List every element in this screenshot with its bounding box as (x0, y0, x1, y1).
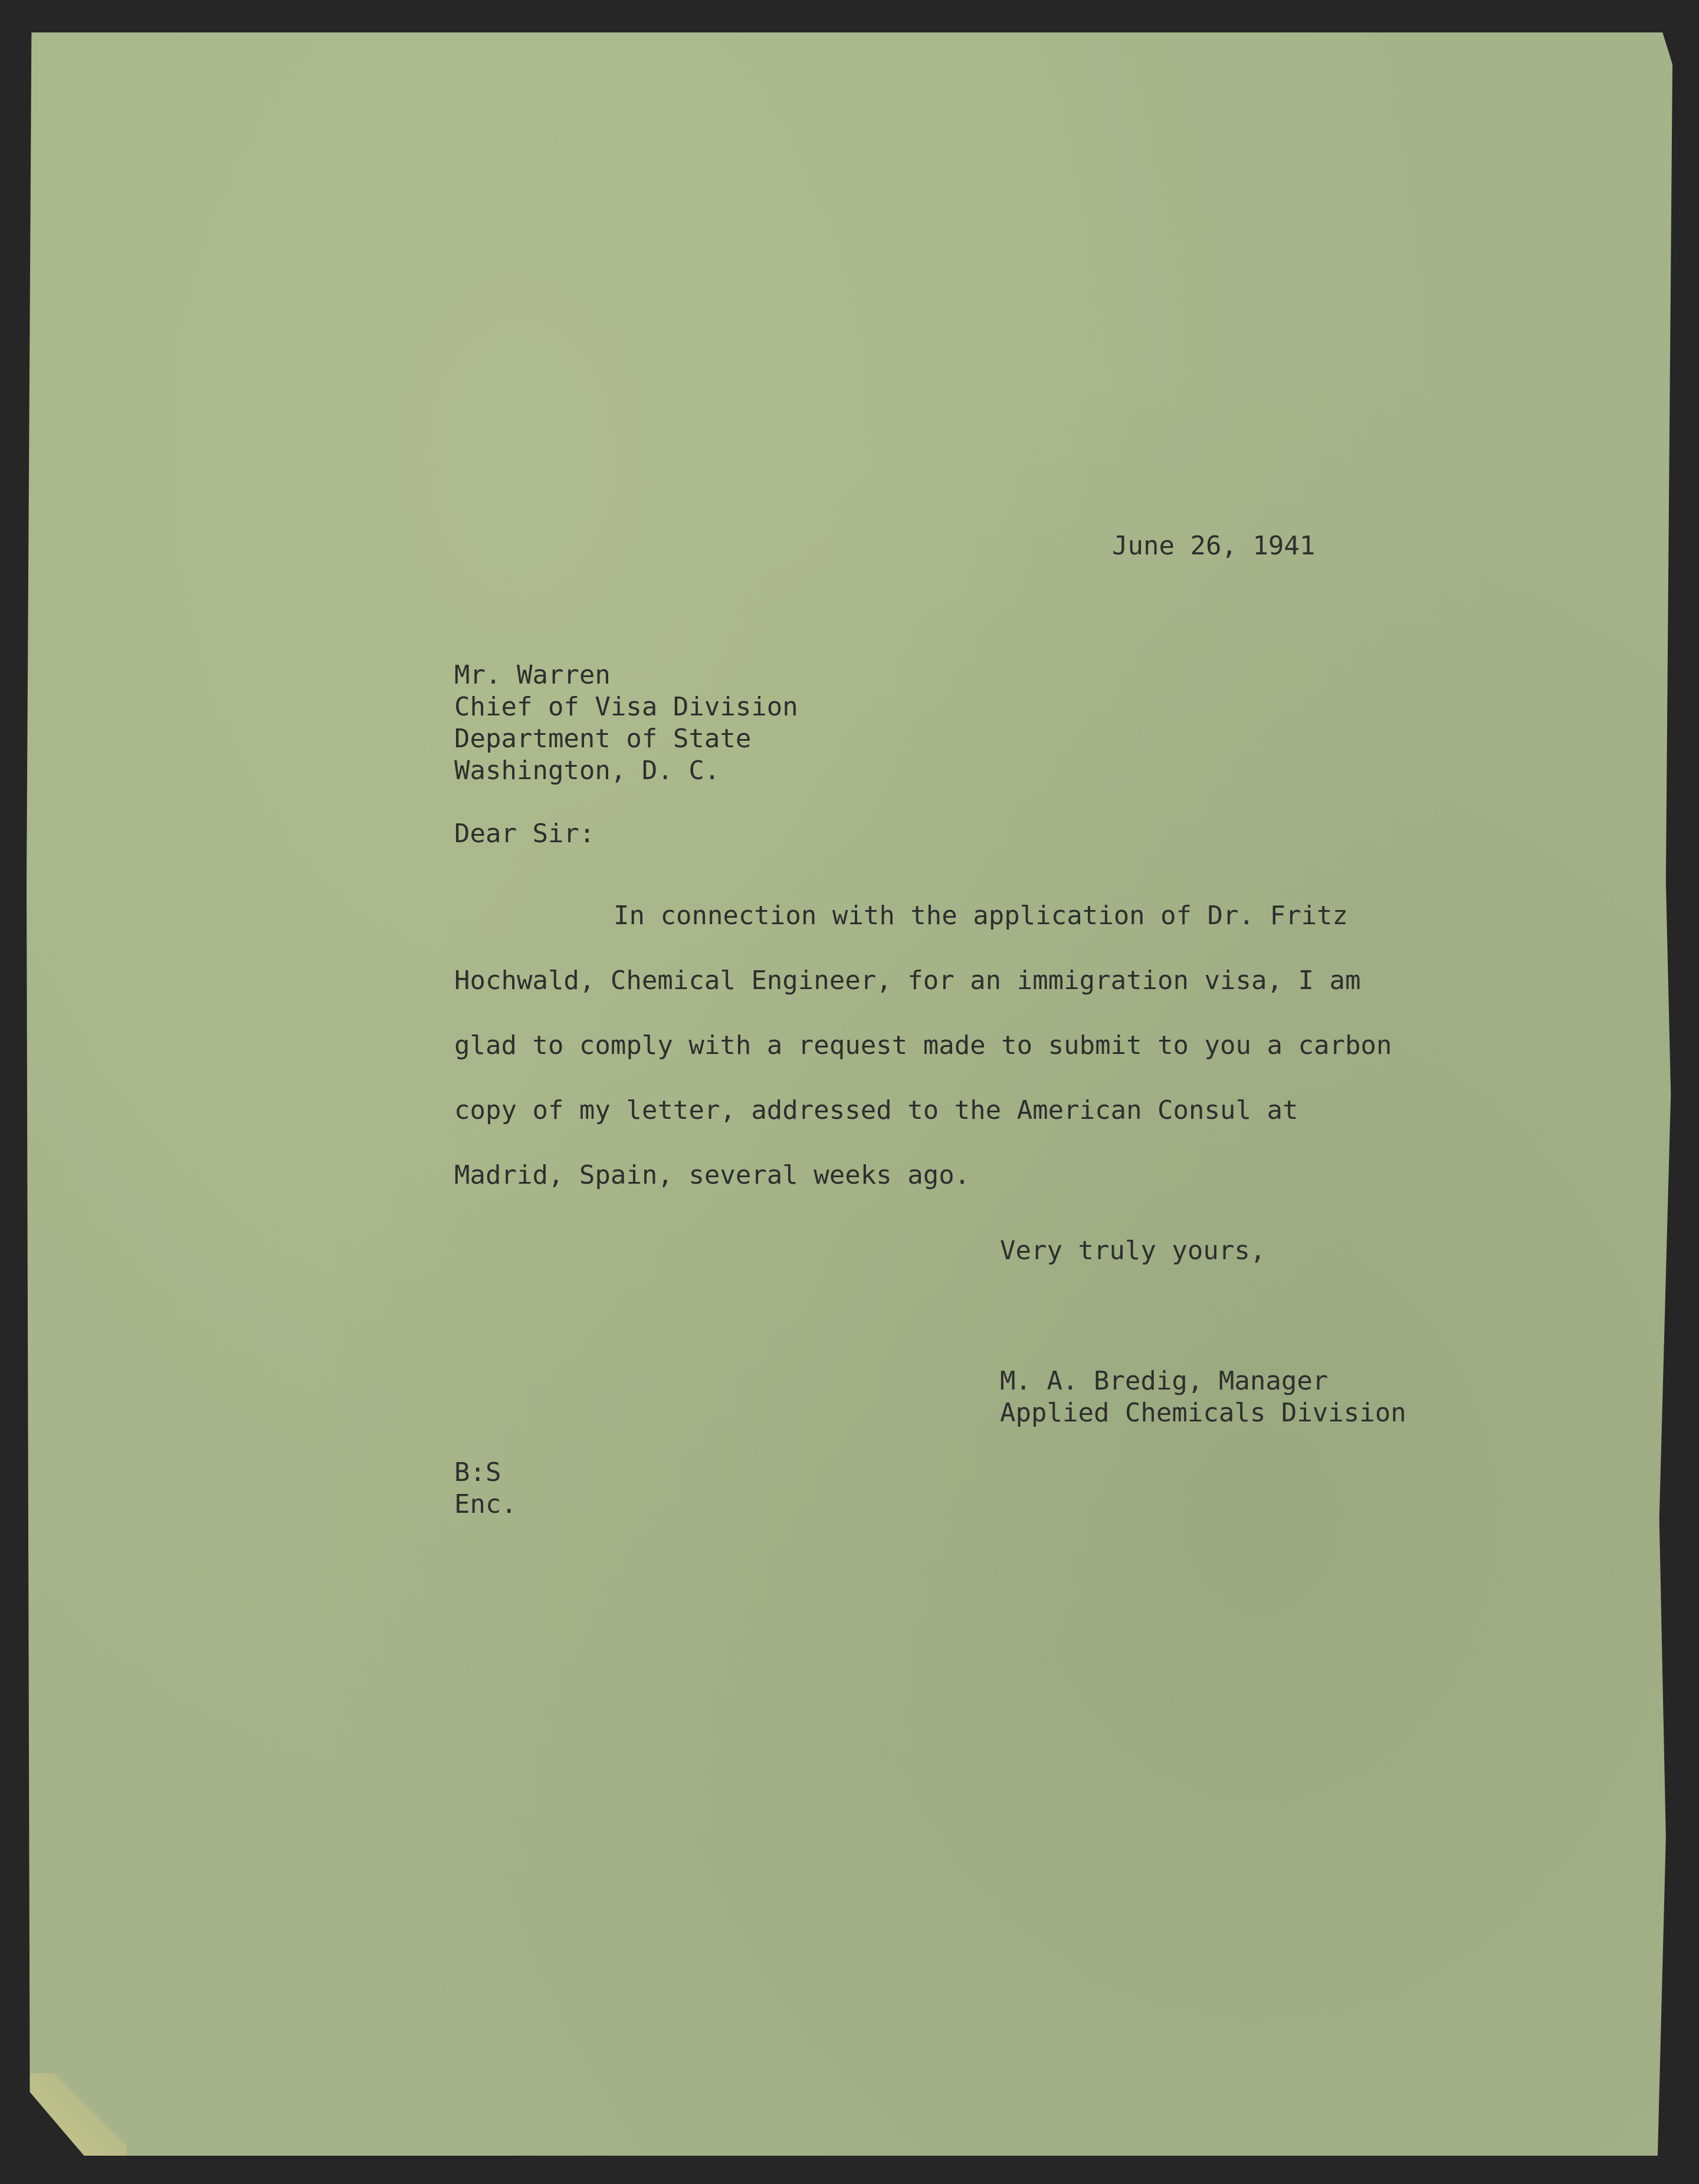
letter-date: June 26, 1941 (1112, 531, 1316, 561)
reference-initials: B:S (454, 1457, 501, 1487)
closing: Very truly yours, (1000, 1236, 1266, 1266)
recipient-address (454, 659, 798, 787)
recipient-name: Mr. Warren (454, 660, 611, 690)
signer-division: Applied Chemicals Division (1000, 1398, 1406, 1428)
recipient-city: Washington, D. C. (454, 756, 720, 786)
body-line: copy of my letter, addressed to the American Consul at (454, 1095, 1298, 1125)
recipient-title: Chief of Visa Division (454, 692, 798, 722)
salutation: Dear Sir: (454, 819, 595, 849)
signer-name: M. A. Bredig, Manager (1000, 1366, 1329, 1396)
letter-body (454, 884, 1392, 1208)
body-line: In connection with the application of Dr. Fritz (614, 901, 1349, 931)
signature-block (1000, 1365, 1406, 1429)
enclosure-note: Enc. (454, 1489, 517, 1519)
body-line: glad to comply with a request made to submit to you a carbon (454, 1030, 1392, 1060)
body-line: Hochwald, Chemical Engineer, for an immigration visa, I am (454, 965, 1361, 996)
folded-corner (27, 2073, 127, 2156)
body-line: Madrid, Spain, several weeks ago. (454, 1160, 970, 1190)
reference-block (454, 1457, 517, 1520)
recipient-department: Department of State (454, 724, 752, 754)
